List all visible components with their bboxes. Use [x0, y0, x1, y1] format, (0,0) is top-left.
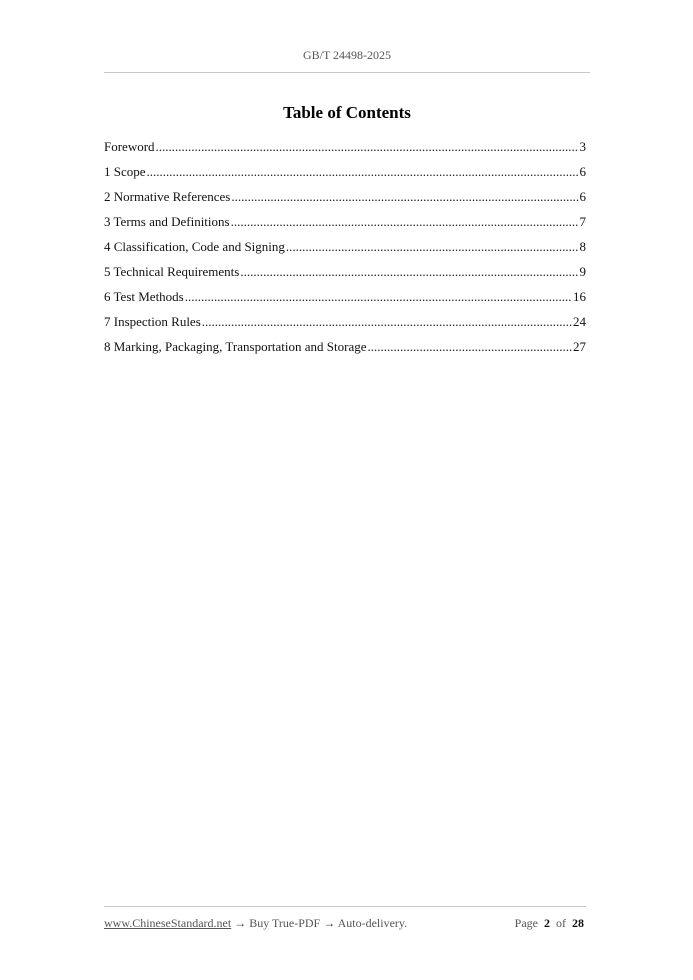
toc-entry-page: 27 — [573, 339, 586, 354]
toc-dot-leader — [185, 289, 572, 305]
toc-dot-leader — [286, 239, 579, 255]
toc-entry-page: 24 — [573, 314, 586, 329]
toc-dot-leader — [147, 164, 579, 180]
site-link[interactable]: www.ChineseStandard.net — [104, 916, 232, 930]
right-arrow-icon: → — [234, 916, 247, 930]
current-page-number: 2 — [544, 916, 550, 930]
toc-entry-label: 4 Classification, Code and Signing — [104, 239, 285, 254]
toc-entry-technical-requirements[interactable] — [104, 264, 586, 289]
toc-entry-page: 6 — [579, 189, 586, 204]
toc-list — [104, 139, 586, 364]
right-arrow-icon: → — [323, 916, 336, 930]
toc-dot-leader — [231, 189, 578, 205]
toc-dot-leader — [156, 139, 579, 155]
delivery-text: Auto-delivery. — [337, 916, 408, 930]
buy-text: Buy True-PDF — [249, 916, 324, 930]
standard-number: GB/T 24498-2025 — [302, 48, 392, 62]
toc-entry-terms-and-definitions[interactable] — [104, 214, 586, 239]
toc-entry-label: 3 Terms and Definitions — [104, 214, 230, 229]
toc-entry-marking-packaging[interactable] — [104, 339, 586, 364]
toc-dot-leader — [368, 339, 573, 355]
toc-entry-label: 8 Marking, Packaging, Transportation and Storage — [104, 339, 367, 354]
header-divider — [104, 72, 590, 73]
toc-entry-foreword[interactable] — [104, 139, 586, 164]
page-header — [104, 48, 590, 63]
toc-title: Table of Contents — [283, 103, 411, 122]
toc-dot-leader — [240, 264, 578, 280]
toc-dot-leader — [202, 314, 572, 330]
toc-entry-page: 16 — [573, 289, 586, 304]
toc-entry-scope[interactable] — [104, 164, 586, 189]
toc-entry-page: 6 — [579, 164, 586, 179]
page-word: Page — [514, 916, 538, 930]
toc-entry-label: 5 Technical Requirements — [104, 264, 240, 279]
toc-entry-page: 3 — [579, 139, 586, 154]
total-pages-number: 28 — [572, 916, 584, 930]
toc-entry-page: 8 — [579, 239, 586, 254]
toc-entry-classification[interactable] — [104, 239, 586, 264]
toc-entry-inspection-rules[interactable] — [104, 314, 586, 339]
toc-entry-label: 1 Scope — [104, 164, 146, 179]
toc-entry-normative-references[interactable] — [104, 189, 586, 214]
toc-dot-leader — [231, 214, 579, 230]
toc-entry-label: Foreword — [104, 139, 155, 154]
page-indicator — [515, 916, 584, 931]
toc-entry-test-methods[interactable] — [104, 289, 586, 314]
toc-entry-label: 7 Inspection Rules — [104, 314, 201, 329]
toc-entry-label: 2 Normative References — [104, 189, 231, 204]
toc-entry-page: 7 — [579, 214, 586, 229]
toc-entry-page: 9 — [579, 264, 586, 279]
footer-divider — [104, 906, 586, 907]
toc-entry-label: 6 Test Methods — [104, 289, 184, 304]
of-word: of — [556, 916, 566, 930]
footer-promo — [104, 916, 407, 931]
